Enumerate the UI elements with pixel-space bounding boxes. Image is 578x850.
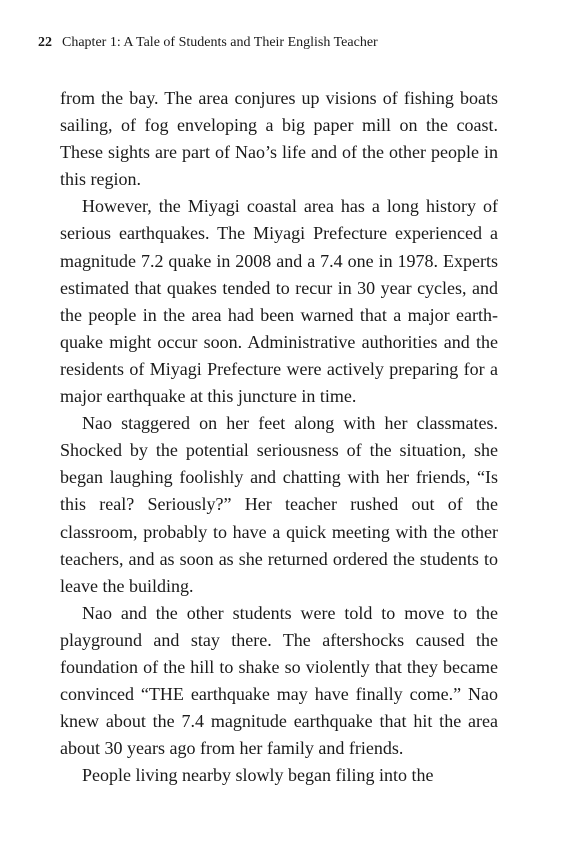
page-number: 22 — [38, 35, 52, 50]
body-text — [60, 85, 498, 789]
paragraph-nao-staggered: Nao staggered on her feet along with her classmates. Shocked by the potential seriousness of the situation, she began laughing foolishly and chatting with her friends, “Is this real? Seriously?” Her teacher rushed out of the classroom, probably to have a quick meeting with the other teachers, and as soon as she returned ordered the students to leave the building. — [60, 413, 498, 596]
paragraph-playground: Nao and the other students were told to move to the playground and stay there. The aftershocks caused the foundation of the hill to shake so violently that they became convinced “THE earthquake may have finally come.” Nao knew about the 7.4 magnitude earthquake that hit the area about 30 years ago from her family and friends. — [60, 602, 498, 759]
running-title: Chapter 1: A Tale of Students and Their English Teacher — [62, 35, 378, 50]
running-head — [38, 34, 538, 52]
paragraph-people-filing: People living nearby slowly began filing into the — [82, 765, 434, 786]
paragraph-continuation: from the bay. The area conjures up visions of fishing boats sailing, of fog enveloping a big paper mill on the coast. These sights are part of Nao’s life and of the other people in this region. — [60, 88, 498, 190]
paragraph-earthquake-history: However, the Miyagi coastal area has a long history of serious earthquakes. The Miyagi Prefecture experienced a magnitude 7.2 quake in 2008 and a 7.4 one in 1978. Experts estimated that quakes tended to recur in 30 year cycles, and the people in the area had been warned that a major earthquake might occur soon. Administrative authorities and the residents of Miyagi Prefecture were actively preparing for a major earthquake at this juncture in time. — [60, 196, 498, 407]
